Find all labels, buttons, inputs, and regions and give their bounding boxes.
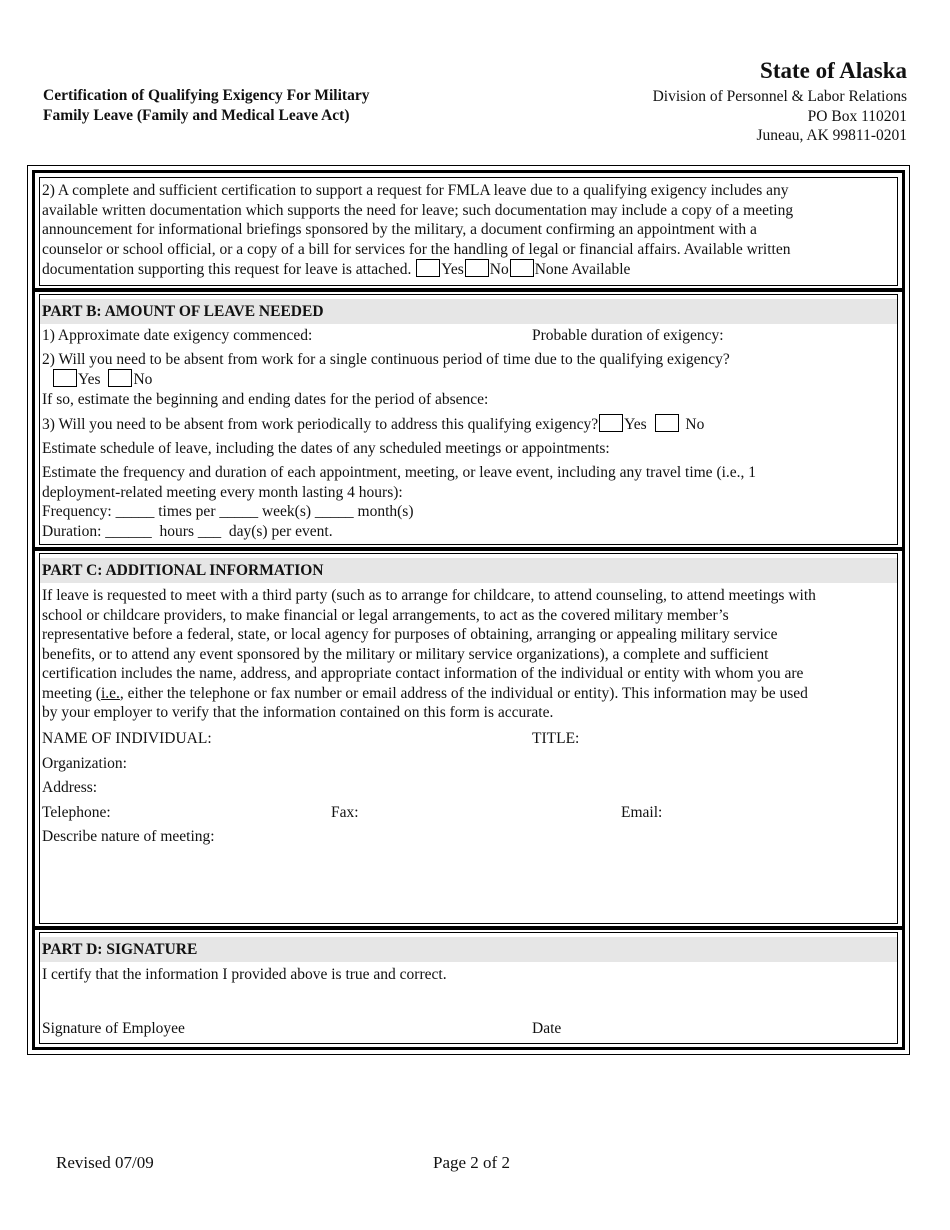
employee-signature-label: Signature of Employee: [42, 1020, 185, 1037]
continuous-absence-question: 2) Will you need to be absent from work for a single continuous period of time due to the qualifying exigency?: [42, 351, 730, 368]
email-label: Email:: [621, 804, 663, 821]
frequency-section: [42, 463, 895, 541]
doc-line-2: available written documentation which supports the need for leave; such documentation may include a copy of a meeting: [42, 201, 794, 219]
fax-label: Fax:: [331, 804, 359, 821]
agency-name: State of Alaska: [760, 58, 907, 83]
doc-yes-label: Yes: [441, 261, 464, 278]
duration-field: Duration: ______ hours ___ day(s) per event.: [42, 522, 333, 540]
address-label: Address:: [42, 779, 98, 796]
individual-name-label: NAME OF INDIVIDUAL:: [42, 730, 212, 747]
part-c-heading: PART C: ADDITIONAL INFORMATION: [40, 558, 897, 583]
continuous-options: [52, 369, 152, 390]
documentation-text: [42, 181, 895, 280]
section-divider: [35, 926, 902, 930]
periodic-yes-label: Yes: [624, 416, 647, 433]
continuous-yes-checkbox[interactable]: [53, 369, 77, 387]
continuous-no-checkbox[interactable]: [108, 369, 132, 387]
division-name: Division of Personnel & Labor Relations: [652, 88, 907, 105]
doc-yes-checkbox[interactable]: [416, 259, 440, 277]
periodic-question-text: 3) Will you need to be absent from work periodically to address this qualifying exigency?: [42, 416, 599, 433]
frequency-instructions-line2: deployment-related meeting every month lasting 4 hours):: [42, 483, 403, 501]
doc-line-5: [42, 259, 895, 280]
form-title-line2: Family Leave (Family and Medical Leave Act): [43, 106, 350, 124]
city-zip: Juneau, AK 99811-0201: [756, 127, 907, 144]
doc-line-1: 2) A complete and sufficient certification to support a request for FMLA leave due to a qualifying exigency includes any: [42, 182, 789, 199]
doc-line-5-text: documentation supporting this request for leave is attached.: [42, 261, 412, 278]
third-party-line-6-pre: meeting (: [42, 684, 101, 702]
form-title: [43, 86, 369, 125]
certification-statement: I certify that the information I provided above is true and correct.: [42, 966, 447, 983]
periodic-no-checkbox[interactable]: [655, 414, 679, 432]
po-box: PO Box 110201: [807, 107, 907, 125]
continuous-yes-label: Yes: [78, 371, 101, 388]
probable-duration-label: Probable duration of exigency:: [532, 327, 724, 344]
individual-title-label: TITLE:: [532, 730, 580, 747]
revision-note: Revised 07/09: [56, 1153, 154, 1172]
telephone-label: Telephone:: [42, 804, 111, 821]
doc-line-4: counselor or school official, or a copy of a bill for services for the handling of legal or financial affairs. Available written: [42, 240, 791, 258]
section-divider: [35, 547, 902, 551]
doc-no-checkbox[interactable]: [465, 259, 489, 277]
part-b-section: [39, 294, 898, 545]
frequency-instructions-line1: Estimate the frequency and duration of each appointment, meeting, or leave event, including any travel time (i.e., 1: [42, 464, 757, 481]
periodic-no-label: No: [685, 416, 705, 433]
form-title-line1: Certification of Qualifying Exigency For Military: [43, 87, 370, 104]
organization-label: Organization:: [42, 755, 127, 772]
leave-schedule-label: Estimate schedule of leave, including the dates of any scheduled meetings or appointments:: [42, 440, 610, 457]
continuous-no-label: No: [133, 371, 153, 388]
part-b-heading: PART B: AMOUNT OF LEAVE NEEDED: [40, 299, 897, 324]
part-c-section: [39, 553, 898, 924]
section-divider: [35, 288, 902, 292]
absence-dates-label: If so, estimate the beginning and ending dates for the period of absence:: [42, 391, 489, 408]
doc-none-checkbox[interactable]: [510, 259, 534, 277]
third-party-line-6: [42, 684, 895, 704]
ie-abbreviation: i.e.: [100, 684, 120, 702]
third-party-line-7: by your employer to verify that the information contained on this form is accurate.: [42, 704, 554, 721]
form-frame: [27, 165, 910, 1055]
third-party-line-4: benefits, or to attend any event sponsored by the military or military service organizations), a complete and sufficient: [42, 645, 769, 663]
form-body: [32, 170, 905, 1050]
part-d-section: [39, 932, 898, 1044]
documentation-section: [39, 177, 898, 286]
signature-date-label: Date: [532, 1020, 562, 1037]
third-party-line-3: representative before a federal, state, or local agency for purposes of obtaining, arranging or appealing military service: [42, 626, 778, 643]
doc-no-label: No: [489, 261, 509, 278]
third-party-line-6-post: , either the telephone or fax number or email address of the individual or entity). This information may be used: [119, 684, 808, 702]
frequency-field: Frequency: _____ times per _____ week(s) _____ month(s): [42, 503, 414, 520]
doc-line-3: announcement for informational briefings sponsored by the military, a document confirming an appointment with a: [42, 221, 757, 238]
page-number: Page 2 of 2: [433, 1153, 510, 1172]
third-party-line-5: certification includes the name, address, and appropriate contact information of the individual or entity with whom you are: [42, 665, 804, 682]
agency-address-block: [653, 58, 907, 146]
exigency-commenced-label: 1) Approximate date exigency commenced:: [42, 327, 313, 344]
third-party-line-2: school or childcare providers, to make financial or legal arrangements, to act as the covered military member’s: [42, 606, 729, 624]
meeting-nature-label: Describe nature of meeting:: [42, 828, 215, 845]
periodic-yes-checkbox[interactable]: [599, 414, 623, 432]
third-party-line-1: If leave is requested to meet with a third party (such as to arrange for childcare, to attend counseling, to attend meetings with: [42, 587, 816, 604]
periodic-absence-question: [42, 414, 704, 435]
part-d-heading: PART D: SIGNATURE: [40, 937, 897, 962]
doc-none-label: None Available: [534, 261, 631, 278]
third-party-paragraph: [42, 586, 895, 723]
